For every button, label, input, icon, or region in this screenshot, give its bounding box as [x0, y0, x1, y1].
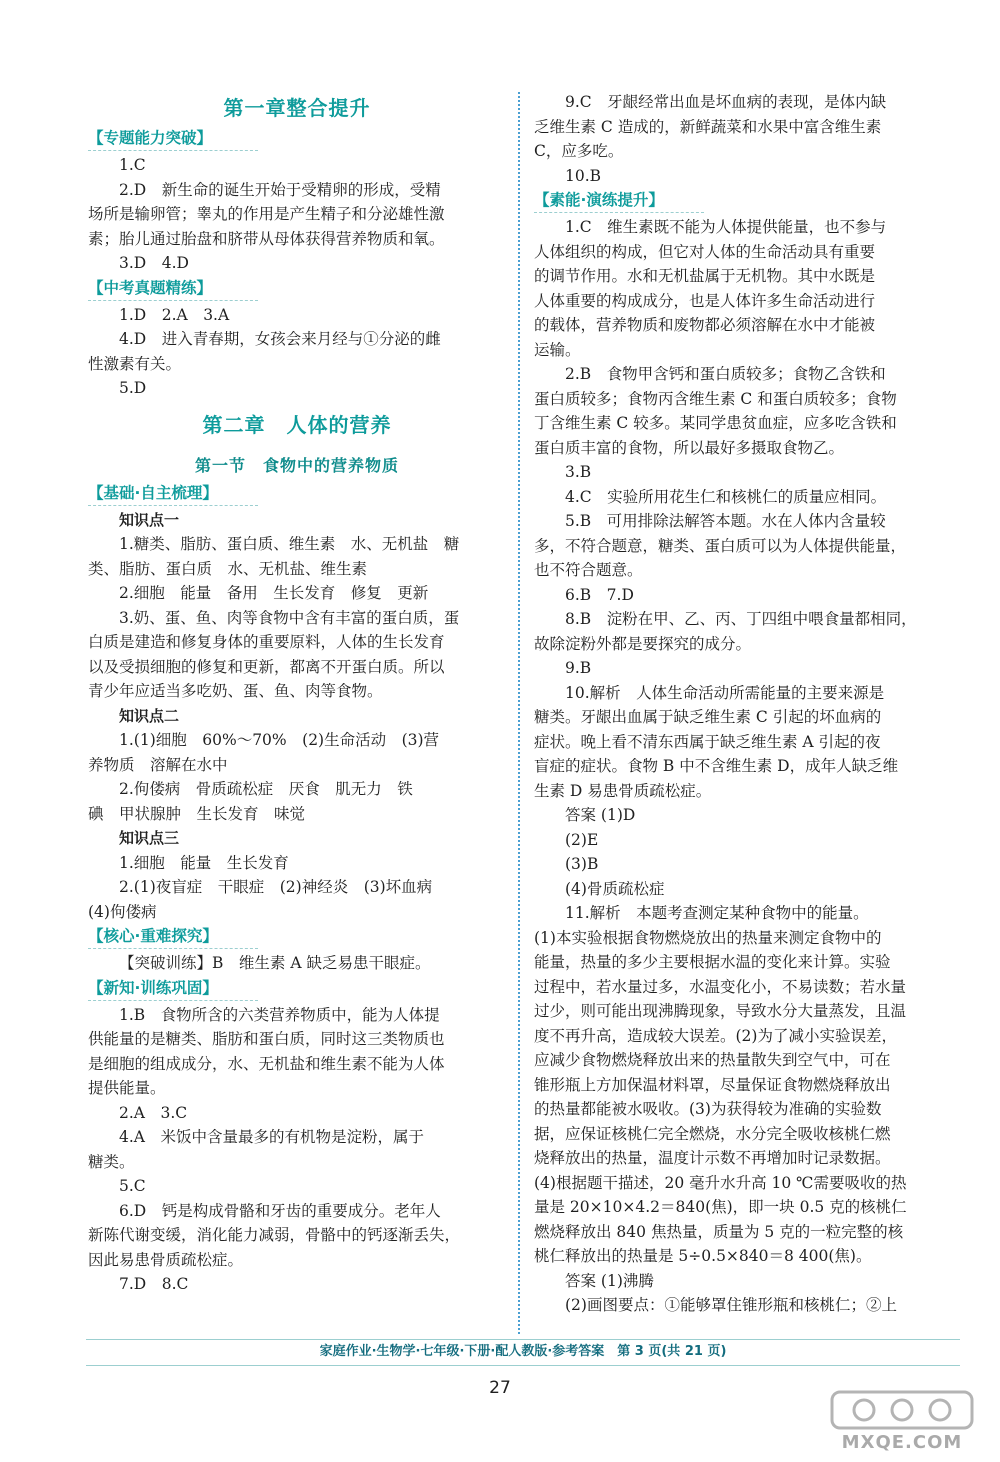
answer-line: 1.(1)细胞 60%～70% (2)生命活动 (3)营 — [119, 731, 440, 749]
answer-line: 6.D 钙是构成骨骼和牙齿的重要成分。老年人 — [119, 1201, 441, 1220]
answer-line: 2.细胞 能量 备用 生长发育 修复 更新 — [119, 584, 429, 602]
answer-line: 是细胞的组成成分，水、无机盐和维生素不能为人体 — [88, 1054, 445, 1073]
answer-line: 7.D 8.C — [119, 1275, 189, 1293]
answer-line: 据，应保证核桃仁完全燃烧，水分完全吸收核桃仁燃 — [534, 1124, 891, 1143]
section-header-exam: 【中考真题精练】 — [88, 276, 258, 301]
answer-line: 多，不符合题意，糖类、蛋白质可以为人体提供能量， — [534, 536, 907, 555]
answer-line: 青少年应适当多吃奶、蛋、鱼、肉等食物。 — [88, 682, 383, 700]
answer-line: (1)本实验根据食物燃烧放出的热量来测定食物中的 — [534, 928, 882, 947]
answer-line: 性激素有关。 — [88, 354, 182, 373]
answer-line: 10.B — [565, 166, 602, 185]
section-header-skill: 【素能·演练提升】 — [534, 188, 704, 213]
answer-line: 3.B — [565, 463, 592, 481]
answer-line: 丁含维生素 C 较多。某同学患贫血症，应多吃含铁和 — [534, 414, 897, 432]
answer-line: 1.C 维生素既不能为人体提供能量，也不参与 — [565, 218, 887, 236]
right-column — [534, 90, 958, 1318]
answer-line: 答案 (1)沸腾 — [565, 1271, 654, 1290]
answer-line: 类、脂肪、蛋白质 水、无机盐、维生素 — [88, 559, 368, 578]
answer-line: 1.B 食物所含的六类营养物质中，能为人体提 — [119, 1005, 440, 1024]
answer-line: 的调节作用。水和无机盐属于无机物。其中水既是 — [534, 267, 876, 285]
answer-line: 乏维生素 C 造成的，新鲜蔬菜和水果中富含维生素 — [534, 117, 882, 136]
answer-line: 2.B 食物甲含钙和蛋白质较多；食物乙含铁和 — [565, 365, 886, 383]
answer-line: C，应多吃。 — [534, 142, 624, 160]
answer-line: 6.B 7.D — [565, 585, 634, 604]
answer-line: 5.B 可用排除法解答本题。水在人体内含量较 — [565, 512, 886, 530]
answer-line: 度不再升高，造成较大误差。(2)为了减小实验误差， — [534, 1026, 897, 1045]
answer-line: 过程中，若水量过多，水温变化小，不易读数；若水量 — [534, 977, 907, 996]
answer-line: 因此易患骨质疏松症。 — [88, 1250, 244, 1269]
answer-line: 5.C — [119, 1177, 146, 1195]
answer-line: 【突破训练】B 维生素 A 缺乏易患干眼症。 — [119, 954, 431, 972]
answer-line: 的载体，营养物质和废物都必须溶解在水中才能被 — [534, 316, 876, 334]
answer-line: 蛋白质较多；食物丙含维生素 C 和蛋白质较多；食物 — [534, 389, 897, 408]
answer-line: (4)根据题干描述，20 毫升水升高 10 ℃需要吸收的热 — [534, 1173, 907, 1192]
answer-line: 3.奶、蛋、鱼、肉等食物中含有丰富的蛋白质，蛋 — [119, 608, 460, 627]
answer-line: (3)B — [565, 855, 599, 873]
answer-line: 的热量都能被水吸收。(3)为获得较为准确的实验数 — [534, 1100, 882, 1118]
footer-text: 家庭作业·生物学·七年级·下册·配人教版·参考答案 第 3 页(共 21 页) — [319, 1344, 727, 1359]
answer-line: 糖类。牙龈出血属于缺乏维生素 C 引起的坏血病的 — [534, 708, 882, 726]
answer-line: 白质是建造和修复身体的重要原料，人体的生长发育 — [88, 633, 445, 651]
watermark-badge-icon — [812, 1388, 992, 1432]
answer-line: 9.B — [565, 659, 592, 677]
answer-line: 1.C — [119, 156, 146, 174]
answer-line: 2.佝偻病 骨质疏松症 厌食 肌无力 铁 — [119, 780, 413, 798]
answer-line: 应减少食物燃烧释放出来的热量散失到空气中，可在 — [534, 1051, 891, 1069]
answer-line: 生素 D 易患骨质疏松症。 — [534, 781, 712, 800]
answer-line: 场所是输卵管；睾丸的作用是产生精子和分泌雄性激 — [88, 205, 445, 223]
answer-line: 1.D 2.A 3.A — [119, 305, 230, 324]
answer-line: 1.糖类、脂肪、蛋白质、维生素 水、无机盐 糖 — [119, 535, 460, 553]
answer-line: 故除淀粉外都是要探究的成分。 — [534, 634, 752, 653]
knowledge-point-heading: 知识点三 — [119, 829, 180, 847]
answer-line: (4)骨质疏松症 — [565, 879, 665, 898]
answer-line: 燃烧释放出 840 焦热量，质量为 5 克的一粒完整的核 — [534, 1222, 904, 1241]
answer-line: 10.解析 人体生命活动所需能量的主要来源是 — [565, 683, 885, 702]
answer-line: 2.D 新生命的诞生开始于受精卵的形成，受精 — [119, 180, 441, 199]
answer-line: 8.B 淀粉在甲、乙、丙、丁四组中喂食量都相同， — [565, 610, 917, 628]
column-divider — [518, 92, 520, 1334]
answer-line: 2.A 3.C — [119, 1103, 188, 1122]
answer-line: 提供能量。 — [88, 1079, 166, 1097]
answer-line: 盲症的症状。食物 B 中不含维生素 D，成年人缺乏维 — [534, 757, 899, 775]
section-header-core: 【核心·重难探究】 — [88, 924, 258, 949]
answer-line: 症状。晚上看不清东西属于缺乏维生素 A 引起的夜 — [534, 732, 881, 751]
answer-line: 3.D 4.D — [119, 254, 189, 272]
answer-line: 11.解析 本题考查测定某种食物中的能量。 — [565, 904, 869, 922]
watermark-logo — [812, 1388, 992, 1458]
section-header-new: 【新知·训练巩固】 — [88, 976, 258, 1001]
answer-line: 人体组织的构成，但它对人体的生命活动具有重要 — [534, 242, 876, 261]
answer-line: (2)E — [565, 830, 599, 849]
answer-line: 也不符合题意。 — [534, 561, 643, 579]
answer-line: 新陈代谢变缓，消化能力减弱，骨骼中的钙逐渐丢失， — [88, 1226, 461, 1244]
answer-line: 养物质 溶解在水中 — [88, 755, 228, 774]
answer-line: 4.A 米饭中含量最多的有机物是淀粉，属于 — [119, 1128, 424, 1146]
answer-line: (4)佝偻病 — [88, 902, 157, 921]
page-number: 27 — [489, 1378, 511, 1398]
answer-line: 碘 甲状腺肿 生长发育 味觉 — [88, 804, 306, 823]
answer-line: 4.C 实验所用花生仁和核桃仁的质量应相同。 — [565, 487, 887, 506]
section-header-ability: 【专题能力突破】 — [88, 126, 258, 151]
answer-line: 9.C 牙龈经常出血是坏血病的表现，是体内缺 — [565, 93, 887, 111]
answer-line: 答案 (1)D — [565, 806, 636, 824]
answer-line: 素；胎儿通过胎盘和脐带从母体获得营养物质和氧。 — [88, 229, 445, 248]
answer-line: 锥形瓶上方加保温材料罩，尽量保证食物燃烧释放出 — [534, 1075, 891, 1094]
chapter2-title: 第二章 人体的营养 — [202, 412, 392, 437]
chapter1-summary-title: 第一章整合提升 — [223, 96, 371, 120]
answer-line: 供能量的是糖类、脂肪和蛋白质，同时这三类物质也 — [88, 1030, 445, 1048]
answer-line: 糖类。 — [88, 1152, 135, 1171]
answer-line: 蛋白质丰富的食物，所以最好多摄取食物乙。 — [534, 438, 845, 457]
answer-line: 运输。 — [534, 340, 581, 359]
knowledge-point-heading: 知识点二 — [119, 706, 180, 725]
section1-title: 第一节 食物中的营养物质 — [194, 455, 399, 475]
knowledge-point-heading: 知识点一 — [119, 510, 180, 529]
answer-line: 人体重要的构成成分，也是人体许多生命活动进行 — [534, 291, 876, 310]
answer-line: 4.D 进入青春期，女孩会来月经与①分泌的雌 — [119, 330, 441, 348]
answer-line: 能量，热量的多少主要根据水温的变化来计算。实验 — [534, 953, 891, 971]
answer-line: 烧释放出的热量，温度计示数不再增加时记录数据。 — [534, 1149, 891, 1167]
left-column — [88, 90, 506, 1297]
answer-line: 桃仁释放出的热量是 5÷0.5×840＝8 400(焦)。 — [534, 1247, 872, 1265]
answer-line: 2.(1)夜盲症 干眼症 (2)神经炎 (3)坏血病 — [119, 878, 433, 896]
answer-line: 量是 20×10×4.2＝840(焦)，即一块 0.5 克的核桃仁 — [534, 1198, 907, 1216]
answer-line: (2)画图要点：①能够罩住锥形瓶和核桃仁；②上 — [565, 1296, 897, 1314]
answer-line: 以及受损细胞的修复和更新，都离不开蛋白质。所以 — [88, 657, 445, 676]
section-header-basic: 【基础·自主梳理】 — [88, 481, 258, 506]
answer-line: 5.D — [119, 379, 147, 397]
answer-line: 过少，则可能出现沸腾现象，导致水分大量蒸发，且温 — [534, 1002, 907, 1020]
answer-line: 1.细胞 能量 生长发育 — [119, 853, 289, 872]
watermark-text: MXQE.COM — [841, 1432, 963, 1453]
